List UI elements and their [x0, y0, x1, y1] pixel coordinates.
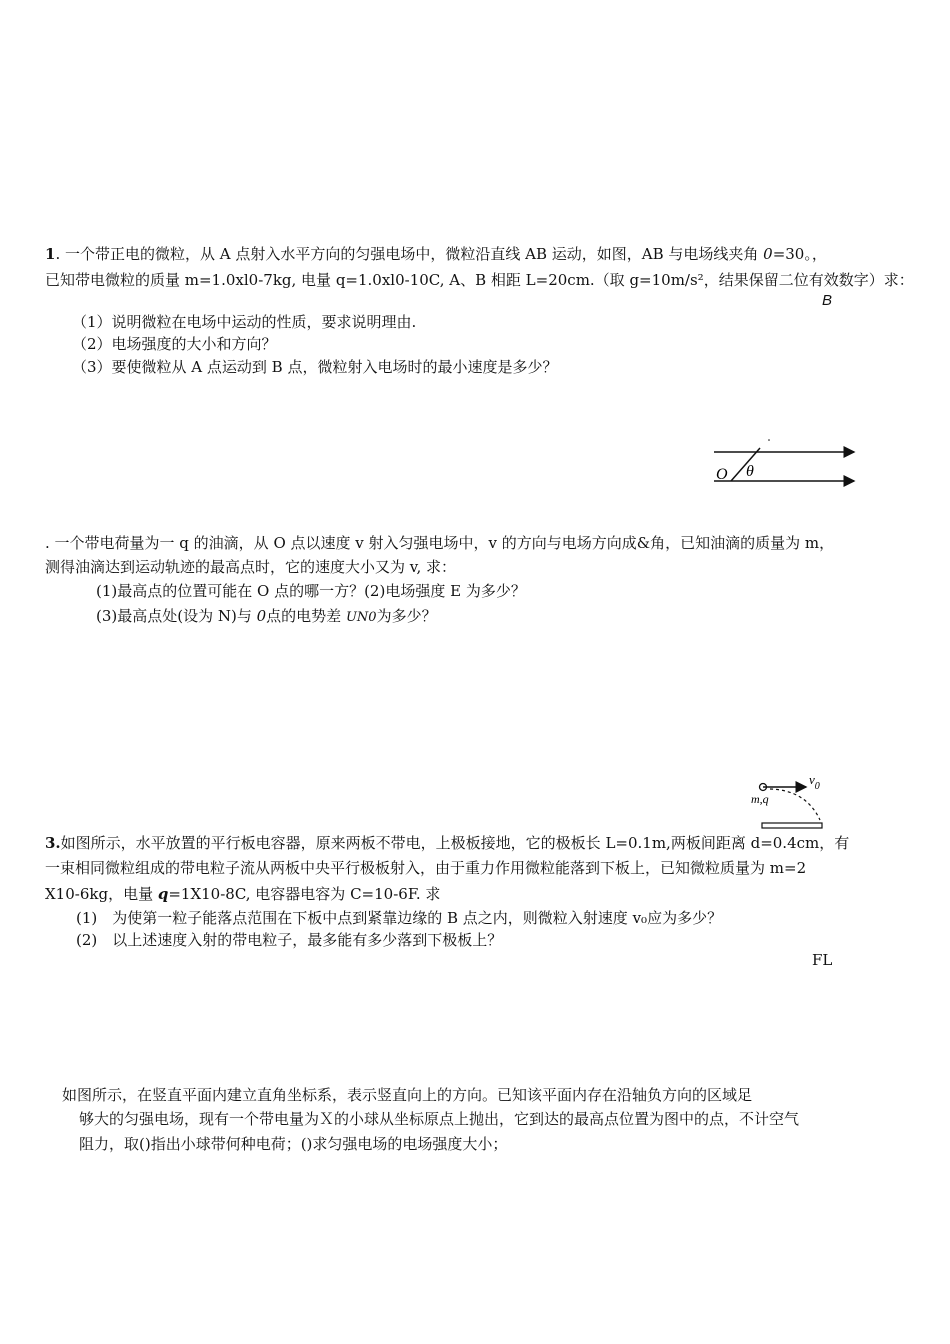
label-v0-sub: 0: [814, 781, 820, 792]
trajectory-dashed: [770, 789, 820, 820]
q2-sub2-u: UN0: [345, 610, 377, 625]
label-v0-main: v: [809, 772, 815, 787]
q2-sub2-o: 0: [256, 607, 267, 625]
q3-line3-b: =1X10-8C, 电容器电容为 C=10-6F. 求: [168, 885, 441, 903]
capacitor-figure: [748, 770, 832, 832]
q2-sub2-b: 点的电势差: [266, 607, 346, 625]
q4-line2: 够大的匀强电场，现有一个带电量为Ｘ的小球从坐标原点上抛出，它到达的最高点位置为图中的点，不计空气: [79, 1110, 800, 1128]
q3-line1: [45, 833, 849, 853]
q4-line1: 如图所示，在竖直平面内建立直角坐标系，表示竖直向上的方向。已知该平面内存在沿轴负方向的区域足: [62, 1086, 753, 1104]
q3-line3-q: q: [157, 885, 169, 903]
point-mark: [768, 439, 770, 441]
q3-number: 3.: [45, 834, 61, 852]
q3-line3-a: X10-6kg，电量: [45, 885, 158, 903]
q3-line2: 一束相同微粒组成的带电粒子流从两板中央平行极板射入，由于重力作用微粒能落到下板上，已知微粒质量为 m=2: [45, 859, 807, 877]
q2-sub2: [96, 606, 437, 628]
q1-line2: 已知带电微粒的质量 m=1.0xl0-7kg, 电量 q=1.0xl0-10C, A、B 相距 L=20cm.（取 g=10m/s²，结果保留二位有效数字）求：: [45, 271, 914, 289]
label-mq: m,q: [751, 792, 769, 806]
q1-line1-text: . 一个带正电的微粒，从 A 点射入水平方向的匀强电场中，微粒沿直线 AB 运动，如图，AB 与电场线夹角: [55, 245, 764, 263]
q2-sub2-a: (3)最高点处(设为 N)与: [96, 607, 257, 625]
q1-line1: [45, 244, 827, 264]
q1-label-b: B: [822, 292, 833, 309]
q4-line3: 阻力，取()指出小球带何种电荷；()求匀强电场的电场强度大小；: [79, 1135, 508, 1153]
q2-sub2-c: 为多少？: [376, 607, 437, 625]
q3-line3: [45, 884, 440, 904]
q3-line1-text: 如图所示，水平放置的平行板电容器，原来两板不带电，上极板接地，它的极板长 L=0.1m,两板间距离 d=0.4cm，有: [60, 834, 850, 852]
q1-sub2: （2）电场强度的大小和方向？: [72, 335, 277, 353]
label-v0: [809, 772, 820, 792]
label-o: O: [716, 466, 728, 483]
q2-line1: . 一个带电荷量为一 q 的油滴，从 O 点以速度 v 射入匀强电场中，v 的方向与电场方向成&角，已知油滴的质量为 m，: [45, 534, 835, 552]
q1-line1-end: =30。，: [772, 245, 827, 263]
q3-sub2: (2) 以上述速度入射的带电粒子，最多能有多少落到下极板上？: [76, 931, 503, 949]
q1-sub3: （3）要使微粒从 A 点运动到 B 点，微粒射入电场时的最小速度是多少？: [72, 358, 558, 376]
q2-line2: 测得油滴达到运动轨迹的最高点时，它的速度大小又为 v, 求：: [45, 558, 457, 576]
q1-sub1: （1）说明微粒在电场中运动的性质，要求说明理由.: [72, 313, 417, 331]
lower-plate: [762, 823, 822, 828]
q1-theta: 0: [763, 245, 773, 263]
q3-label-fl: FL: [812, 951, 833, 969]
q3-sub1: (1) 为使第一粒子能落点范围在下板中点到紧靠边缘的 B 点之内，则微粒入射速度 v₀应为多少？: [76, 909, 723, 927]
label-theta: θ: [746, 463, 754, 480]
q2-sub1: (1)最高点的位置可能在 O 点的哪一方？(2)电场强度 E 为多少？: [96, 582, 526, 600]
q1-number: 1: [45, 245, 56, 263]
field-lines-figure: [712, 434, 862, 492]
